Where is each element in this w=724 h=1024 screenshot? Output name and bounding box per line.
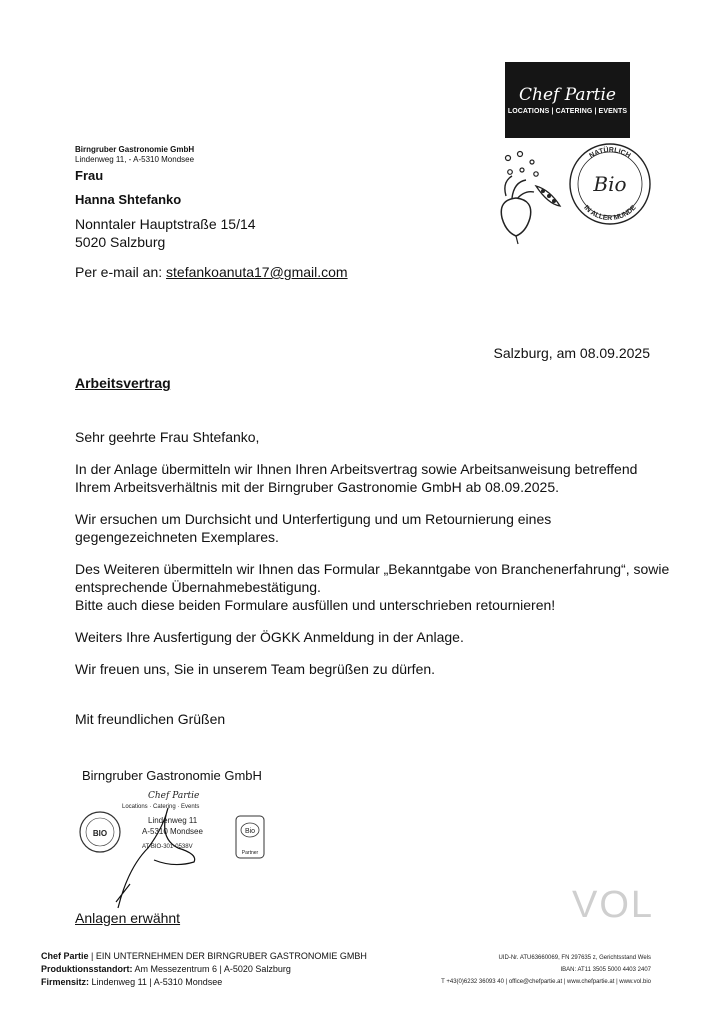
closing-line: Mit freundlichen Grüßen	[75, 711, 226, 727]
sender-address: Lindenweg 11, - A-5310 Mondsee	[75, 155, 195, 164]
attachments-note: Anlagen erwähnt	[75, 910, 181, 926]
dots-decoration-icon	[506, 152, 539, 177]
bio-seal-icon	[80, 812, 120, 852]
greeting: Sehr geehrte Frau Shtefanko,	[75, 429, 260, 445]
paragraph-4: Weiters Ihre Ausfertigung der ÖGKK Anmeldung in der Anlage.	[75, 629, 464, 645]
stamp-bio-small: Bio	[244, 828, 256, 835]
recipient-salutation: Frau	[75, 168, 104, 183]
bio-badge-word: Bio	[593, 172, 627, 196]
sender-company: Birngruber Gastronomie GmbH	[75, 145, 195, 154]
recipient-block	[75, 168, 256, 251]
footer-hq-label: Firmensitz:	[41, 977, 90, 987]
paragraph-5: Wir freuen uns, Sie in unserem Team begrüßen zu dürfen.	[75, 661, 436, 677]
paragraph-1: In der Anlage übermitteln wir Ihnen Ihren Arbeitsvertrag sowie Arbeitsanweisung betreffend Ihrem Arbeitsverhältnis mit der Birngruber Gastronomie GmbH ab 08.09.2025.	[75, 461, 638, 495]
paragraph-3: Des Weiteren übermitteln wir Ihnen das Formular „Bekanntgabe von Branchenerfahrung“, sowie entsprechende Übernahmebestätigung.	[75, 561, 670, 595]
stamp-city: A-5310 Mondsee	[142, 827, 203, 836]
signature-company: Birngruber Gastronomie GmbH	[82, 768, 262, 783]
sender-block	[75, 145, 194, 165]
bio-illustration	[488, 128, 658, 246]
recipient-name: Hanna Shtefanko	[75, 192, 182, 207]
stamp-street: Lindenweg 11	[148, 816, 198, 825]
subject-heading: Arbeitsvertrag	[75, 375, 171, 391]
date-line: Salzburg, am 08.09.2025	[493, 345, 650, 361]
bio-badge-top-text: NATÜRLICH	[588, 146, 632, 160]
footer-legal-info	[441, 952, 651, 988]
bio-badge-bottom-text: IN ALLER MUNDE	[582, 204, 638, 223]
pea-pod-icon	[536, 186, 560, 206]
paragraph-3b: Bitte auch diese beiden Formulare ausfüllen und unterschrieben retournieren!	[75, 597, 556, 613]
stamp-brand: Chef Partie	[148, 791, 200, 801]
footer-line-1: | EIN UNTERNEHMEN DER BIRNGRUBER GASTRONOMIE GMBH	[91, 951, 367, 961]
recipient-street: Nonntaler Hauptstraße 15/14	[75, 216, 256, 232]
logo-brand-text: Chef Partie	[519, 85, 616, 105]
footer-brand: Chef Partie	[41, 951, 89, 961]
footer-line-2: Am Messezentrum 6 | A-5020 Salzburg	[134, 964, 291, 974]
footer-contact: T +43(0)6232 36093 40 | office@chefpartie.at | www.chefpartie.at | www.vol.bio	[441, 979, 651, 985]
footer-uid: UID-Nr. ATU63660069, FN 297635 z, Gerichtsstand Wels	[498, 955, 651, 961]
stamp-code: AT-BIO-301-0538V	[142, 844, 193, 850]
footer-line-3: Lindenweg 11 | A-5310 Mondsee	[91, 977, 223, 987]
email-line	[75, 264, 348, 280]
footer-iban: IBAN: AT11 3505 5000 4403 2407	[560, 967, 651, 973]
bio-badge	[570, 144, 650, 224]
recipient-city: 5020 Salzburg	[75, 234, 166, 250]
chef-partie-logo	[505, 62, 630, 138]
email-label: Per e-mail an:	[75, 264, 163, 280]
letter-body	[75, 428, 675, 692]
stamp-partner: Partner	[241, 850, 259, 856]
company-stamp	[78, 790, 278, 920]
footer-company-info	[41, 950, 367, 989]
stamp-bio-text: BIO	[92, 829, 108, 838]
beet-icon	[501, 176, 534, 244]
bio-partner-icon	[236, 816, 264, 858]
footer-production-label: Produktionsstandort:	[41, 964, 133, 974]
paragraph-2: Wir ersuchen um Durchsicht und Unterfertigung und um Retournierung eines gegengezeichneten Exemplares.	[75, 511, 552, 545]
logo-tagline: LOCATIONS | CATERING | EVENTS	[507, 108, 628, 115]
email-link[interactable]: stefankoanuta17@gmail.com	[166, 264, 348, 280]
stamp-tagline: Locations · Catering · Events	[122, 804, 200, 810]
vol-logo: VOL	[572, 884, 655, 926]
